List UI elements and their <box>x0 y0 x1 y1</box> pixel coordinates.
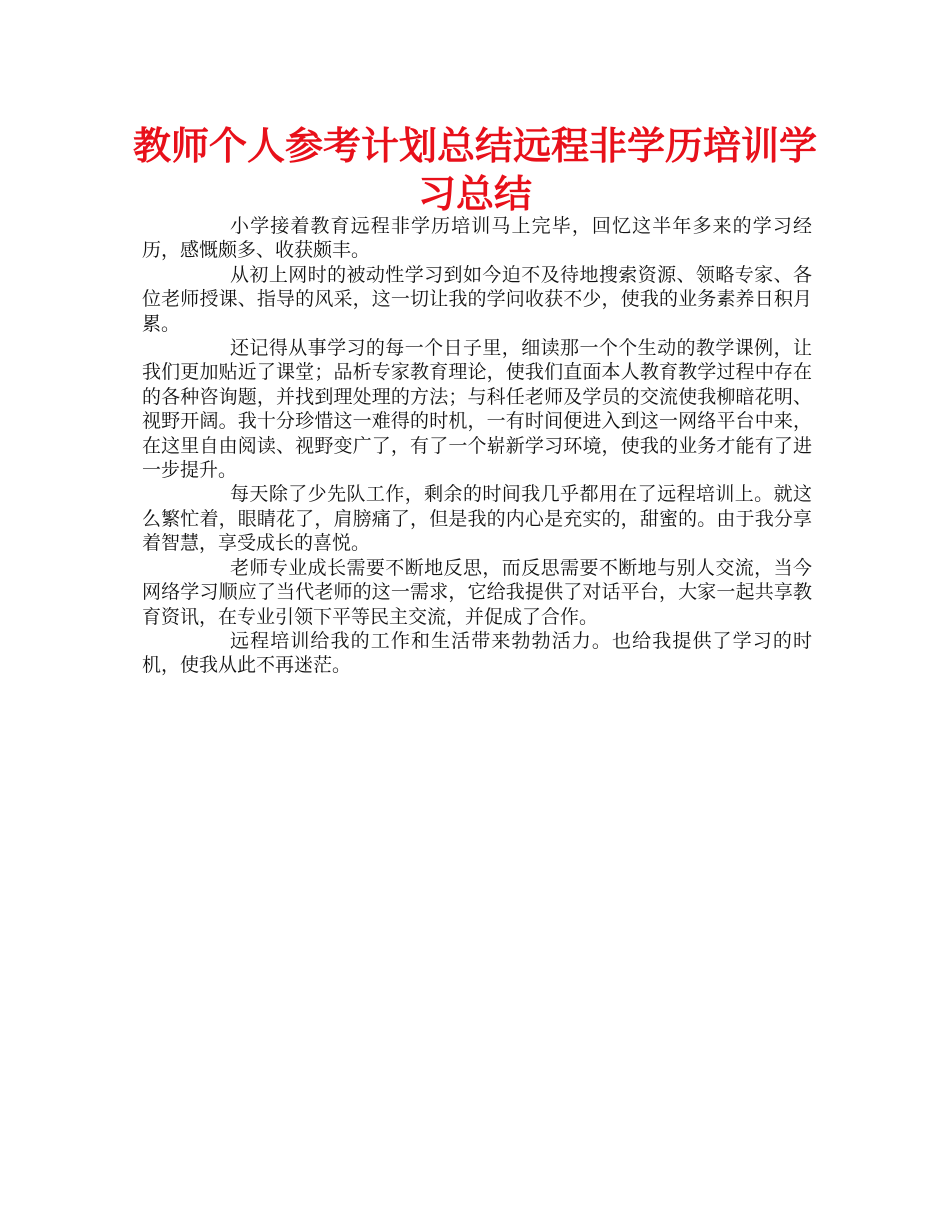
document-body <box>142 214 812 678</box>
paragraph-4: 每天除了少先队工作，剩余的时间我几乎都用在了远程培训上。就这么繁忙着，眼睛花了，肩膀痛了，但是我的内心是充实的，甜蜜的。由于我分享着智慧，享受成长的喜悦。 <box>142 483 812 555</box>
paragraph-3: 还记得从事学习的每一个日子里，细读那一个个生动的教学课例，让我们更加贴近了课堂；品析专家教育理论，使我们直面本人教育教学过程中存在的各种咨询题，并找到理处理的方法；与科任老师及学员的交流使我柳暗花明、视野开阔。我十分珍惜这一难得的时机，一有时间便进入到这一网络平台中来，在这里自由阅读、视野变广了，有了一个崭新学习环境，使我的业务才能有了进一步提升。 <box>142 337 812 482</box>
paragraph-2: 从初上网时的被动性学习到如今迫不及待地搜索资源、领略专家、各位老师授课、指导的风采，这一切让我的学问收获不少，使我的业务素养日积月累。 <box>142 263 812 335</box>
paragraph-1: 小学接着教育远程非学历培训马上完毕，回忆这半年多来的学习经历，感慨颇多、收获颇丰。 <box>142 215 812 262</box>
paragraph-6: 远程培训给我的工作和生活带来勃勃活力。也给我提供了学习的时机，使我从此不再迷茫。 <box>142 629 812 677</box>
paragraph-5: 老师专业成长需要不断地反思，而反思需要不断地与别人交流，当今网络学习顺应了当代老师的这一需求，它给我提供了对话平台，大家一起共享教育资讯，在专业引领下平等民主交流，并促成了合作。 <box>142 556 812 628</box>
document-title: 教师个人参考计划总结远程非学历培训学习总结 <box>132 124 817 216</box>
